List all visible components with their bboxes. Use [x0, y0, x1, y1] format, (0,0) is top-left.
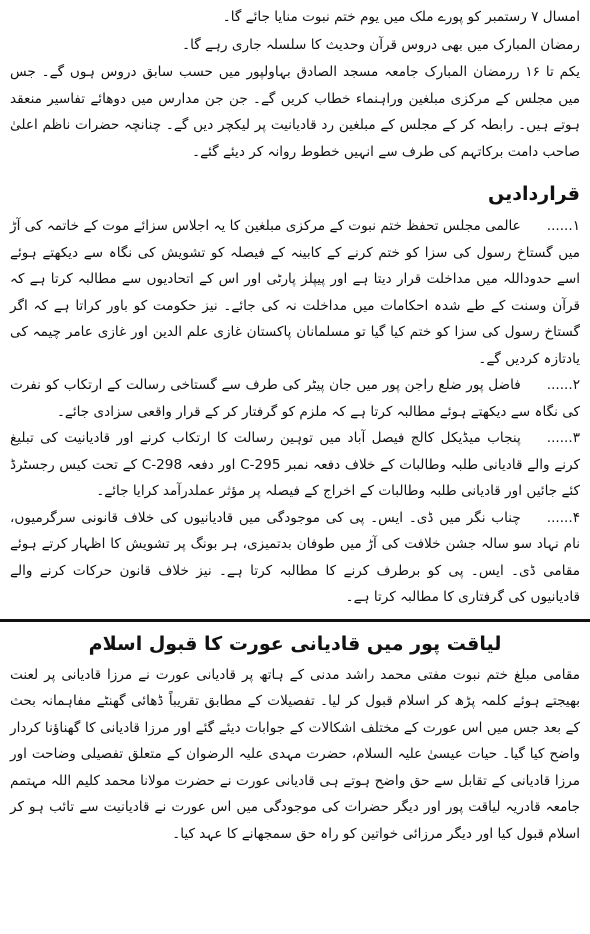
- announcement-paragraph: رمضان المبارک میں بھی دروس قرآن وحدیث کا سلسلہ جاری رہے گا۔: [182, 36, 580, 53]
- article-title: لیاقت پور میں قادیانی عورت کا قبول اسلام: [88, 632, 502, 655]
- resolution-number: ۱......: [546, 218, 580, 234]
- resolution-text: چناب نگر میں ڈی۔ ایس۔ پی کی موجودگی میں قادیانیوں کی خلاف قانونی سرگرمیوں، نام نہاد سو سالہ جشن خلافت کی آڑ میں طوفان بدتمیزی، ہر بونگ پر تشویش کا اظہار کرتے ہوئے مقامی ڈی۔ ایس۔ پی کو برطرف کرنے کا مطالبہ کرتا ہے۔ نیز خلاف قانون حرکات کرنے والے قادیانیوں کی گرفتاری کا مطالبہ کرتا ہے۔: [10, 509, 580, 605]
- resolution-text: عالمی مجلس تحفظ ختم نبوت کے مرکزی مبلغین کا یہ اجلاس سزائے موت کے خاتمہ کی آڑ میں گستاخ رسول کی سزا کو ختم کرنے کے کابینہ کے فیصلہ کو تشویش کی نگاہ سے دیکھتے ہوئے اسے حدوداللہ میں مداخلت قرار دیتا ہے اور پیپلز پارٹی اور اس کے اتحادیوں سے مطالبہ کرتا ہے کہ قرآن وسنت کے طے شدہ احکامات میں مداخلت نہ کی جائے۔ نیز حکومت کو باور کراتا ہے کہ اگر گستاخ رسول کی سزا کو ختم کیا گیا تو مسلمانان پاکستان غازی علم الدین اور غازی عامر چیمہ کی یادتازہ کردیں گے۔: [10, 218, 580, 367]
- announcement-paragraph: امسال ۷ رستمبر کو پورے ملک میں یوم ختم نبوت منایا جائے گا۔: [222, 9, 580, 25]
- resolution-number: ۴......: [546, 509, 580, 526]
- resolutions-heading: قراردادیں: [488, 183, 580, 205]
- resolution-item: [10, 213, 580, 372]
- resolution-item: [10, 372, 580, 425]
- resolution-item: [10, 505, 580, 611]
- announcements-section: [10, 4, 580, 165]
- resolution-number: ۳......: [546, 430, 580, 446]
- resolution-item: [10, 425, 580, 505]
- announcement-paragraph: یکم تا ۱۶ ررمضان المبارک جامعہ مسجد الصادق بہاولپور میں حسب سابق دروس ہوں گے۔ جس میں مجلس کے مرکزی مبلغین وراہنماء خطاب کریں گے۔ جن جن مدارس میں دوھائے تفاسیر منعقد ہوتے ہیں۔ رابطہ کر کے مجلس کے مبلغین رد قادیانیت پر لیکچر دیں گے۔ چنانچہ حضرات ناظم اعلیٰ صاحب دامت برکاتہم کی طرف سے انہیں خطوط روانہ کر دیئے گئے۔: [10, 64, 580, 160]
- article-body: مقامی مبلغ ختم نبوت مفتی محمد راشد مدنی کے ہاتھ پر قادیانی عورت نے مرزا قادیانی پر لعنت بھیجتے ہوئے کلمہ پڑھ کر اسلام قبول کر لیا۔ تفصیلات کے مطابق تقریباً ڈھائی گھنٹے مفاہمانہ بحث کے بعد جس میں اس عورت کے مختلف اشکالات کے جوابات دیئے گئے اور مرزا قادیانی کا گھناؤنا کردار واضح کیا گیا۔ حیات عیسیٰ علیہ السلام، حضرت مہدی علیہ الرضوان کے متعلق تفصیلی وضاحت اور مرزا قادیانی کے تقابل سے حق واضح ہوتے ہی قادیانی عورت نے حضرت مولانا محمد کلیم اللہ مہتمم جامعہ قادریہ لیاقت پور اور دیگر حضرات کی موجودگی میں اس عورت نے قادیانیت سے تائب ہو کر اسلام قبول کیا اور دیگر مرزائی خواتین کو راہ حق سمجھانے کا عہد کیا۔: [10, 666, 580, 842]
- section-divider: [0, 619, 590, 622]
- resolutions-list: [10, 213, 580, 611]
- resolution-text: پنجاب میڈیکل کالج فیصل آباد میں توہین رسالت کا ارتکاب کرنے اور قادیانیت کی تبلیغ کرنے والے قادیانی طلبہ وطالبات کے خلاف دفعہ نمبر C-295 اور دفعہ C-298 کے تحت کیس رجسٹرڈ کئے جائیں اور قادیانی طلبہ وطالبات کے اخراج کے فیصلہ پر مؤثر عملدرآمد کرایا جائے۔: [10, 430, 581, 499]
- resolution-number: ۲......: [546, 377, 580, 393]
- resolution-text: فاضل پور ضلع راجن پور میں جان پیٹر کی طرف سے گستاخی رسالت کے ارتکاب کو نفرت کی نگاہ سے دیکھتے ہوئے مطالبہ کرتا ہے کہ ملزم کو گرفتار کر کے قرار واقعی سزادی جائے۔: [10, 377, 580, 420]
